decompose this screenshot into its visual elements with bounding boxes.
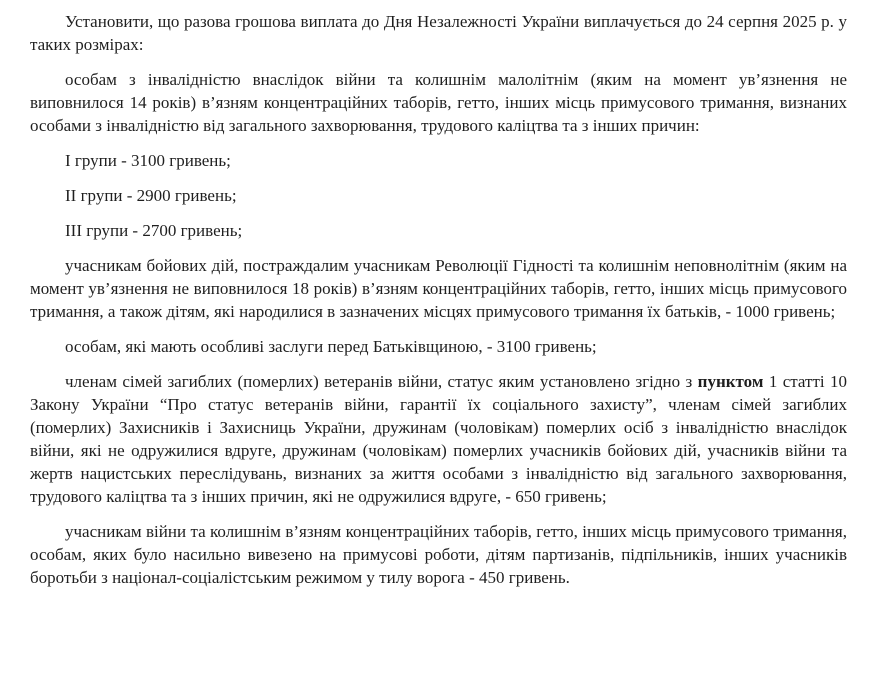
paragraph-group-2: II групи - 2900 гривень; xyxy=(65,186,237,205)
intro-paragraph: Установити, що разова грошова виплата до Дня Незалежності України виплачується до 24 серпня 2025 р. у таких розмірах: xyxy=(30,12,847,54)
paragraph-war-participants: учасникам війни та колишнім в’язням концентраційних таборів, гетто, інших місць примусового тримання, особам, яких було насильно вивезено на примусові роботи, дітям партизанів, підпільників, інших учасників боротьби з націонал-соціалістським режимом у тилу ворога - 450 гривень. xyxy=(30,522,847,587)
paragraph-disabled-war: особам з інвалідністю внаслідок війни та колишнім малолітнім (яким на момент ув’язнення не виповнилося 14 років) в’язням концентраційних таборів, гетто, інших місць примусового тримання, визнаних особами з інвалідністю від загального захворювання, трудового каліцтва та з інших причин: xyxy=(30,70,847,135)
law-paragraph-link[interactable]: пунктом xyxy=(697,372,764,391)
paragraph-merits: особам, які мають особливі заслуги перед Батьківщиною, - 3100 гривень; xyxy=(65,337,597,356)
families-text-before: членам сімей загиблих (померлих) ветеранів війни, статус яким установлено згідно з xyxy=(65,372,693,391)
paragraph-group-1: I групи - 3100 гривень; xyxy=(65,151,231,170)
paragraph-combatants: учасникам бойових дій, постраждалим учасникам Революції Гідності та колишнім неповнолітнім (яким на момент ув’язнення не виповнилося 18 років) в’язням концентраційних таборів, гетто, інших місць примусового тримання, а також дітям, які народилися в зазначених місцях примусового тримання їх батьків, - 1000 гривень; xyxy=(30,256,847,321)
paragraph-families xyxy=(30,370,847,508)
families-text-after: 1 статті 10 Закону України “Про статус ветеранів війни, гарантії їх соціального захисту”, членам сімей загиблих (померлих) Захисників і Захисниць України, дружинам (чоловікам) померлих осіб з інвалідністю внаслідок війни, які не одружилися вдруге, дружинам (чоловікам) померлих учасників бойових дій, учасників війни та жертв нацистських переслідувань, визнаних за життя особами з інвалідністю від загального захворювання, трудового каліцтва та з інших причин, які не одружилися вдруге, - 650 гривень; xyxy=(30,372,848,506)
paragraph-group-3: III групи - 2700 гривень; xyxy=(65,221,243,240)
